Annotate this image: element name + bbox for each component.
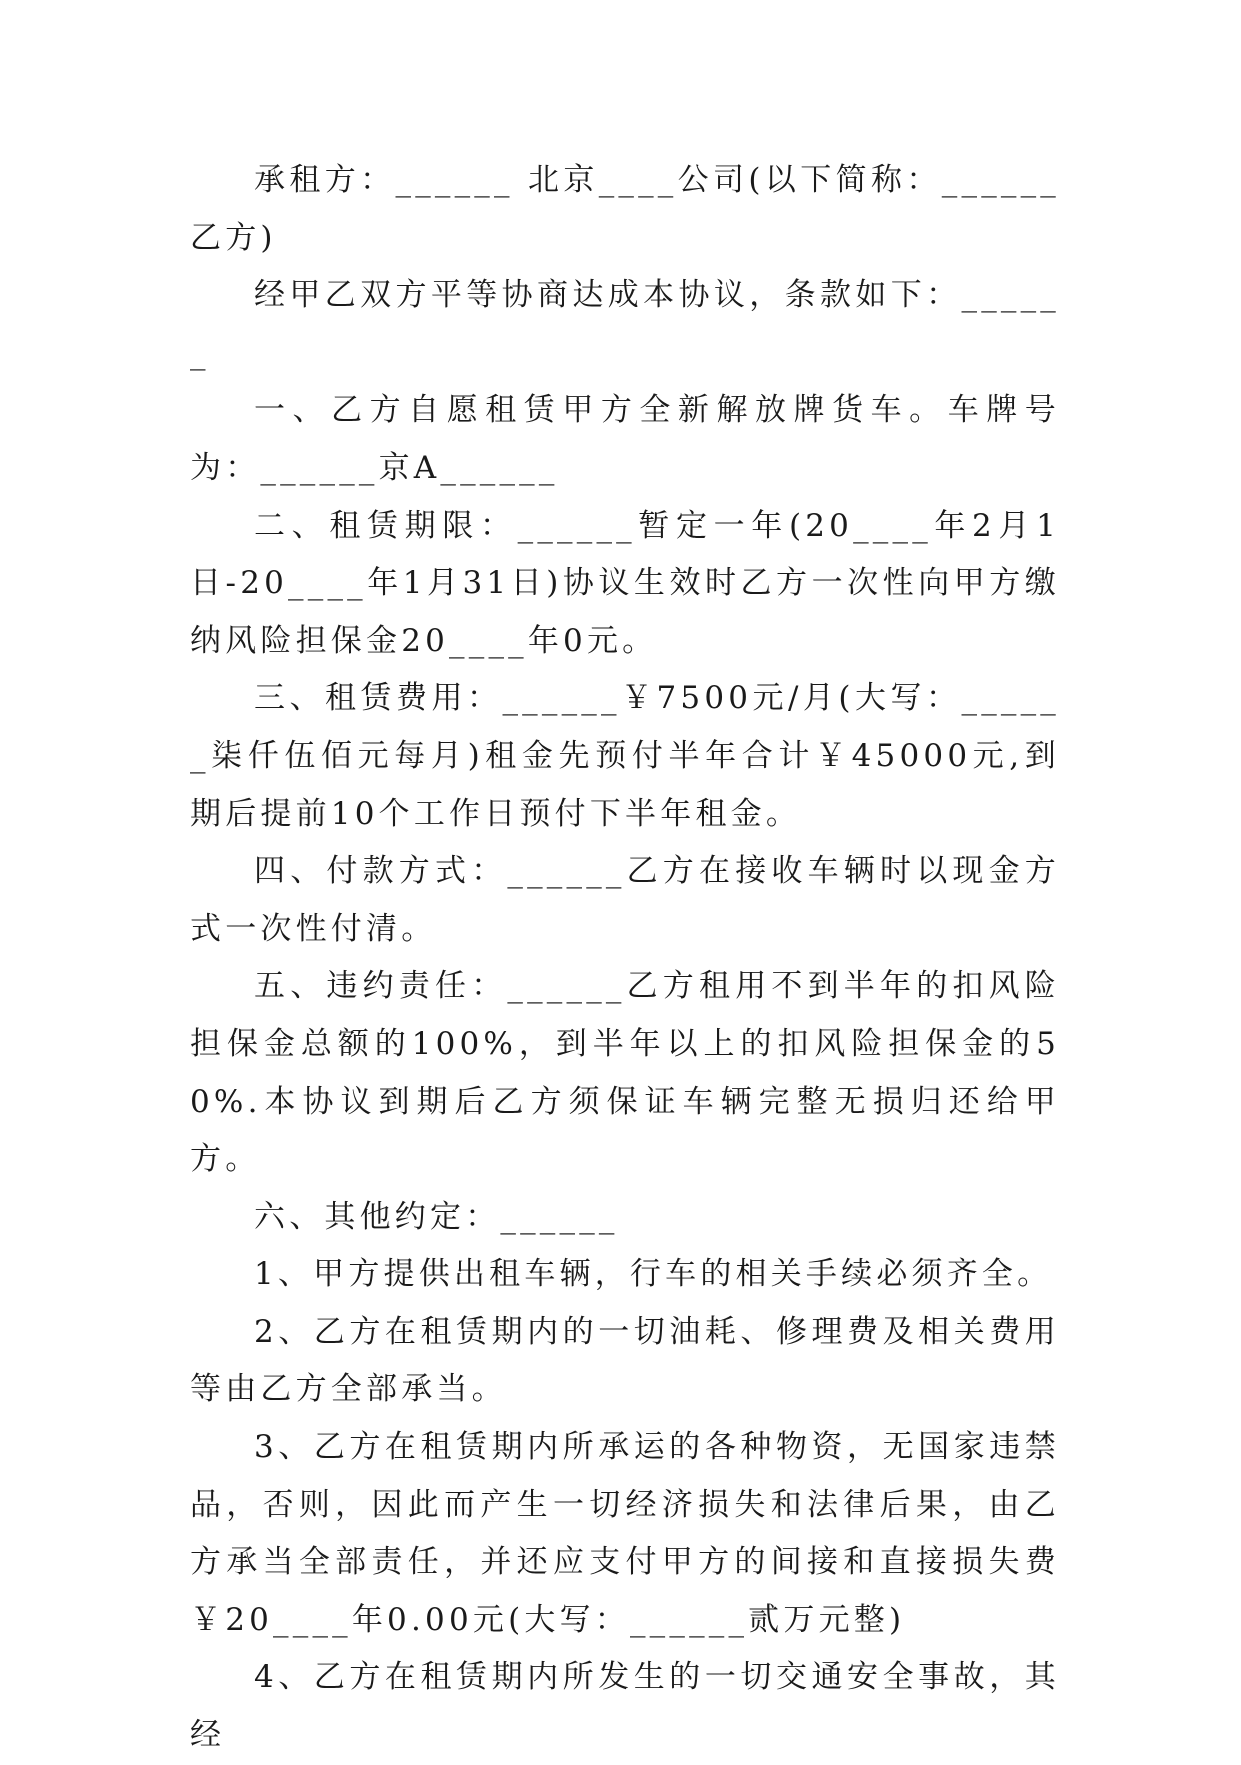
paragraph-clause-1: 一、乙方自愿租赁甲方全新解放牌货车。车牌号为：______京A______ [190,392,1060,486]
paragraph-item-1: 1、甲方提供出租车辆，行车的相关手续必须齐全。 [254,1256,1053,1293]
paragraph-clause-6: 六、其他约定：______ [254,1198,619,1235]
paragraph-intro: 经甲乙双方平等协商达成本协议，条款如下：______ [190,277,1060,371]
paragraph-clause-5: 五、违约责任：______乙方租用不到半年的扣风险担保金总额的100%，到半年以上的扣风险担保金的50%.本协议到期后乙方须保证车辆完整无损归还给甲方。 [190,968,1060,1178]
paragraph-clause-2: 二、租赁期限：______暂定一年(20____年2月1日-20____年1月31日)协议生效时乙方一次性向甲方缴纳风险担保金20____年0元。 [190,507,1060,659]
document-page [190,152,1060,1765]
paragraph-clause-4: 四、付款方式：______乙方在接收车辆时以现金方式一次性付清。 [190,853,1060,947]
paragraph-item-3: 3、乙方在租赁期内所承运的各种物资，无国家违禁品，否则，因此而产生一切经济损失和法律后果，由乙方承当全部责任，并还应支付甲方的间接和直接损失费￥20____年0.00元(大写：______贰万元整) [190,1429,1060,1638]
paragraph-lessee: 承租方：______ 北京____公司(以下简称：______乙方) [190,162,1060,256]
paragraph-item-4: 4、乙方在租赁期内所发生的一切交通安全事故，其经 [190,1659,1060,1754]
paragraph-item-2: 2、乙方在租赁期内的一切油耗、修理费及相关费用等由乙方全部承当。 [190,1313,1060,1408]
paragraph-clause-3: 三、租赁费用：______￥7500元/月(大写：______柒仟伍佰元每月)租金先预付半年合计￥45000元,到期后提前10个工作日预付下半年租金。 [190,680,1060,832]
